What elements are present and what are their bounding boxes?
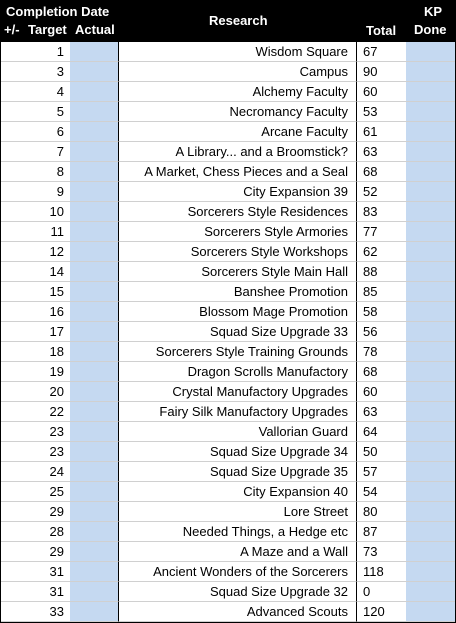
- total-cell: 60: [356, 382, 406, 402]
- kp-done-cell[interactable]: [406, 422, 456, 442]
- total-cell: 64: [356, 422, 406, 442]
- research-cell: Alchemy Faculty: [118, 82, 356, 102]
- research-cell: Sorcerers Style Residences: [118, 202, 356, 222]
- total-cell: 73: [356, 542, 406, 562]
- kp-done-cell[interactable]: [406, 442, 456, 462]
- total-cell: 0: [356, 582, 406, 602]
- target-cell: 4: [0, 82, 70, 102]
- research-cell: A Library... and a Broomstick?: [118, 142, 356, 162]
- actual-cell[interactable]: [70, 502, 118, 522]
- plus-minus-heading: +/-: [4, 22, 20, 37]
- actual-cell[interactable]: [70, 262, 118, 282]
- kp-done-cell[interactable]: [406, 182, 456, 202]
- research-cell: A Market, Chess Pieces and a Seal: [118, 162, 356, 182]
- left-border: [0, 0, 1, 623]
- kp-done-cell[interactable]: [406, 242, 456, 262]
- total-cell: 120: [356, 602, 406, 622]
- table-row: [0, 182, 456, 202]
- kp-done-cell[interactable]: [406, 582, 456, 602]
- actual-cell[interactable]: [70, 322, 118, 342]
- target-heading: Target: [28, 22, 67, 37]
- research-cell: Fairy Silk Manufactory Upgrades: [118, 402, 356, 422]
- target-cell: 15: [0, 282, 70, 302]
- actual-cell[interactable]: [70, 42, 118, 62]
- table-row: [0, 82, 456, 102]
- target-cell: 29: [0, 502, 70, 522]
- total-cell: 85: [356, 282, 406, 302]
- target-cell: 6: [0, 122, 70, 142]
- target-cell: 28: [0, 522, 70, 542]
- actual-cell[interactable]: [70, 602, 118, 622]
- research-cell: Necromancy Faculty: [118, 102, 356, 122]
- research-cell: Campus: [118, 62, 356, 82]
- table-row: [0, 242, 456, 262]
- actual-cell[interactable]: [70, 342, 118, 362]
- target-cell: 19: [0, 362, 70, 382]
- kp-done-cell[interactable]: [406, 322, 456, 342]
- actual-cell[interactable]: [70, 482, 118, 502]
- table-row: [0, 282, 456, 302]
- actual-cell[interactable]: [70, 382, 118, 402]
- table-body: [0, 42, 456, 622]
- actual-cell[interactable]: [70, 222, 118, 242]
- table-row: [0, 122, 456, 142]
- table-row: [0, 582, 456, 602]
- actual-cell[interactable]: [70, 122, 118, 142]
- total-heading: Total: [366, 23, 397, 38]
- target-cell: 29: [0, 542, 70, 562]
- actual-cell[interactable]: [70, 162, 118, 182]
- kp-done-cell[interactable]: [406, 502, 456, 522]
- actual-cell[interactable]: [70, 242, 118, 262]
- table-row: [0, 402, 456, 422]
- kp-done-cell[interactable]: [406, 542, 456, 562]
- target-cell: 25: [0, 482, 70, 502]
- kp-heading: KP: [424, 4, 443, 19]
- kp-done-cell[interactable]: [406, 522, 456, 542]
- actual-cell[interactable]: [70, 282, 118, 302]
- kp-done-cell[interactable]: [406, 162, 456, 182]
- total-cell: 62: [356, 242, 406, 262]
- research-cell: Banshee Promotion: [118, 282, 356, 302]
- kp-done-cell[interactable]: [406, 562, 456, 582]
- total-cell: 67: [356, 42, 406, 62]
- kp-done-cell[interactable]: [406, 42, 456, 62]
- target-cell: 18: [0, 342, 70, 362]
- table-row: [0, 442, 456, 462]
- target-cell: 1: [0, 42, 70, 62]
- research-cell: Crystal Manufactory Upgrades: [118, 382, 356, 402]
- table-row: [0, 562, 456, 582]
- actual-heading: Actual: [75, 22, 115, 37]
- target-cell: 20: [0, 382, 70, 402]
- table-row: [0, 102, 456, 122]
- table-row: [0, 502, 456, 522]
- target-cell: 23: [0, 422, 70, 442]
- actual-cell[interactable]: [70, 102, 118, 122]
- actual-cell[interactable]: [70, 582, 118, 602]
- total-cell: 56: [356, 322, 406, 342]
- table-row: [0, 162, 456, 182]
- total-cell: 77: [356, 222, 406, 242]
- actual-cell[interactable]: [70, 142, 118, 162]
- total-cell: 52: [356, 182, 406, 202]
- actual-cell[interactable]: [70, 362, 118, 382]
- research-cell: Dragon Scrolls Manufactory: [118, 362, 356, 382]
- table-row: [0, 142, 456, 162]
- kp-done-cell[interactable]: [406, 282, 456, 302]
- kp-done-cell[interactable]: [406, 62, 456, 82]
- kp-done-cell[interactable]: [406, 142, 456, 162]
- research-cell: Squad Size Upgrade 35: [118, 462, 356, 482]
- target-cell: 9: [0, 182, 70, 202]
- target-cell: 14: [0, 262, 70, 282]
- target-cell: 7: [0, 142, 70, 162]
- actual-cell[interactable]: [70, 522, 118, 542]
- actual-cell[interactable]: [70, 302, 118, 322]
- total-cell: 61: [356, 122, 406, 142]
- kp-done-cell[interactable]: [406, 222, 456, 242]
- actual-cell[interactable]: [70, 542, 118, 562]
- target-cell: 31: [0, 562, 70, 582]
- table-row: [0, 422, 456, 442]
- target-cell: 22: [0, 402, 70, 422]
- research-cell: Sorcerers Style Main Hall: [118, 262, 356, 282]
- total-cell: 68: [356, 362, 406, 382]
- target-cell: 16: [0, 302, 70, 322]
- table-row: [0, 482, 456, 502]
- total-cell: 78: [356, 342, 406, 362]
- completion-date-heading: Completion Date: [6, 4, 110, 19]
- total-cell: 80: [356, 502, 406, 522]
- research-cell: Blossom Mage Promotion: [118, 302, 356, 322]
- kp-done-cell[interactable]: [406, 482, 456, 502]
- research-cell: Sorcerers Style Workshops: [118, 242, 356, 262]
- table-row: [0, 362, 456, 382]
- target-cell: 3: [0, 62, 70, 82]
- table-row: [0, 462, 456, 482]
- total-cell: 63: [356, 402, 406, 422]
- total-cell: 68: [356, 162, 406, 182]
- table-row: [0, 602, 456, 622]
- table-row: [0, 202, 456, 222]
- kp-done-cell[interactable]: [406, 202, 456, 222]
- total-cell: 118: [356, 562, 406, 582]
- actual-cell[interactable]: [70, 442, 118, 462]
- table-row: [0, 222, 456, 242]
- total-cell: 50: [356, 442, 406, 462]
- kp-done-cell[interactable]: [406, 82, 456, 102]
- research-cell: Sorcerers Style Training Grounds: [118, 342, 356, 362]
- research-cell: Advanced Scouts: [118, 602, 356, 622]
- research-cell: City Expansion 39: [118, 182, 356, 202]
- research-cell: Squad Size Upgrade 34: [118, 442, 356, 462]
- total-cell: 90: [356, 62, 406, 82]
- research-cell: Needed Things, a Hedge etc: [118, 522, 356, 542]
- target-cell: 12: [0, 242, 70, 262]
- kp-done-cell[interactable]: [406, 602, 456, 622]
- table-row: [0, 522, 456, 542]
- target-cell: 5: [0, 102, 70, 122]
- target-cell: 11: [0, 222, 70, 242]
- target-cell: 8: [0, 162, 70, 182]
- actual-cell[interactable]: [70, 402, 118, 422]
- research-heading: Research: [209, 13, 268, 28]
- actual-cell[interactable]: [70, 182, 118, 202]
- actual-cell[interactable]: [70, 562, 118, 582]
- table-row: [0, 302, 456, 322]
- research-cell: Lore Street: [118, 502, 356, 522]
- research-cell: Vallorian Guard: [118, 422, 356, 442]
- kp-done-cell[interactable]: [406, 362, 456, 382]
- target-cell: 33: [0, 602, 70, 622]
- target-cell: 24: [0, 462, 70, 482]
- total-cell: 88: [356, 262, 406, 282]
- kp-done-cell[interactable]: [406, 382, 456, 402]
- target-cell: 17: [0, 322, 70, 342]
- actual-cell[interactable]: [70, 62, 118, 82]
- actual-cell[interactable]: [70, 202, 118, 222]
- target-cell: 31: [0, 582, 70, 602]
- research-cell: Squad Size Upgrade 32: [118, 582, 356, 602]
- total-cell: 58: [356, 302, 406, 322]
- actual-cell[interactable]: [70, 82, 118, 102]
- target-cell: 10: [0, 202, 70, 222]
- table-row: [0, 542, 456, 562]
- kp-done-cell[interactable]: [406, 102, 456, 122]
- kp-done-cell[interactable]: [406, 342, 456, 362]
- actual-cell[interactable]: [70, 462, 118, 482]
- kp-done-cell[interactable]: [406, 122, 456, 142]
- research-cell: Arcane Faculty: [118, 122, 356, 142]
- kp-done-cell[interactable]: [406, 402, 456, 422]
- table-header: [0, 0, 456, 42]
- research-cell: Wisdom Square: [118, 42, 356, 62]
- done-heading: Done: [414, 22, 447, 37]
- total-cell: 57: [356, 462, 406, 482]
- table-row: [0, 42, 456, 62]
- total-cell: 60: [356, 82, 406, 102]
- total-cell: 53: [356, 102, 406, 122]
- research-cell: A Maze and a Wall: [118, 542, 356, 562]
- target-cell: 23: [0, 442, 70, 462]
- actual-cell[interactable]: [70, 422, 118, 442]
- research-cell: Squad Size Upgrade 33: [118, 322, 356, 342]
- table-row: [0, 382, 456, 402]
- kp-done-cell[interactable]: [406, 462, 456, 482]
- kp-done-cell[interactable]: [406, 302, 456, 322]
- total-cell: 83: [356, 202, 406, 222]
- kp-done-cell[interactable]: [406, 262, 456, 282]
- total-cell: 63: [356, 142, 406, 162]
- research-cell: City Expansion 40: [118, 482, 356, 502]
- table-row: [0, 342, 456, 362]
- table-row: [0, 262, 456, 282]
- research-cell: Sorcerers Style Armories: [118, 222, 356, 242]
- total-cell: 87: [356, 522, 406, 542]
- research-cell: Ancient Wonders of the Sorcerers: [118, 562, 356, 582]
- table-row: [0, 62, 456, 82]
- total-cell: 54: [356, 482, 406, 502]
- table-row: [0, 322, 456, 342]
